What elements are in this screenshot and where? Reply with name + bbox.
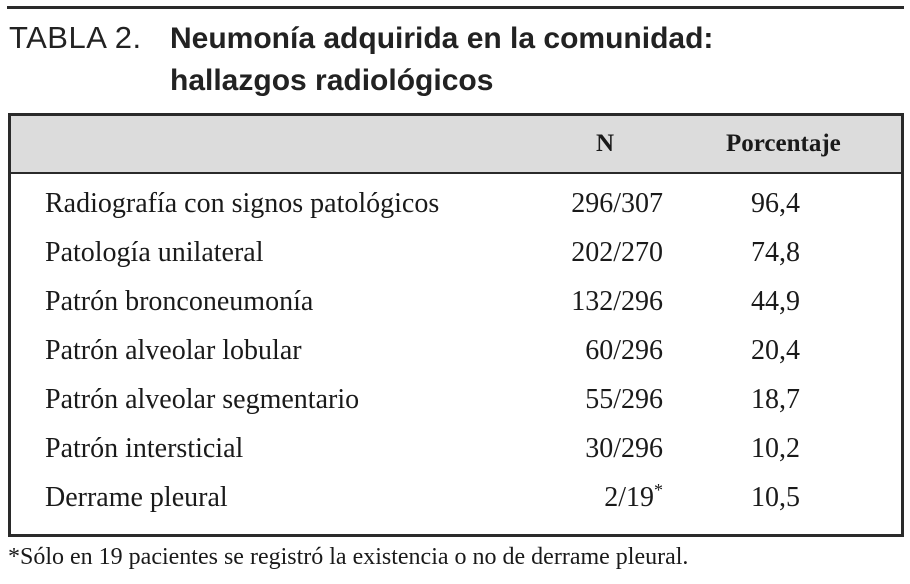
row-percentage: 10,2 <box>751 433 800 464</box>
row-label: Patrón bronconeumonía <box>45 286 314 317</box>
top-rule <box>7 6 904 9</box>
row-percentage: 74,8 <box>751 237 800 268</box>
table-header <box>11 116 901 174</box>
table-title <box>170 18 713 102</box>
row-n: 60/296 <box>585 335 663 366</box>
column-header-n: N <box>596 130 615 157</box>
row-percentage: 20,4 <box>751 335 800 366</box>
table-row <box>11 282 901 322</box>
table-row <box>11 429 901 469</box>
table-footnote: *Sólo en 19 pacientes se registró la existencia o no de derrame pleural. <box>8 544 689 570</box>
table-title-line-2: hallazgos radiológicos <box>170 64 494 97</box>
row-n: 296/307 <box>571 188 663 219</box>
row-label: Derrame pleural <box>45 482 228 513</box>
row-label: Patrón intersticial <box>45 433 244 464</box>
row-percentage: 18,7 <box>751 384 800 415</box>
row-n: 132/296 <box>571 286 663 317</box>
footnote-marker: * <box>654 480 663 500</box>
table-row <box>11 233 901 273</box>
row-label: Radiografía con signos patológicos <box>45 188 440 219</box>
row-percentage: 44,9 <box>751 286 800 317</box>
row-percentage: 96,4 <box>751 188 800 219</box>
row-label: Patología unilateral <box>45 237 264 268</box>
row-percentage: 10,5 <box>751 482 800 513</box>
column-header-percentage: Porcentaje <box>726 130 841 157</box>
table-title-line-1: Neumonía adquirida en la comunidad: <box>170 22 714 55</box>
row-n <box>604 482 663 514</box>
data-table <box>8 113 904 537</box>
table-row <box>11 380 901 420</box>
row-n: 202/270 <box>571 237 663 268</box>
table-row <box>11 184 901 224</box>
row-n: 30/296 <box>585 433 663 464</box>
row-n-value: 2/19 <box>604 482 654 513</box>
row-label: Patrón alveolar segmentario <box>45 384 360 415</box>
table-number: TABLA 2. <box>9 20 142 55</box>
row-n: 55/296 <box>585 384 663 415</box>
row-label: Patrón alveolar lobular <box>45 335 302 366</box>
table-row <box>11 478 901 518</box>
table-row <box>11 331 901 371</box>
